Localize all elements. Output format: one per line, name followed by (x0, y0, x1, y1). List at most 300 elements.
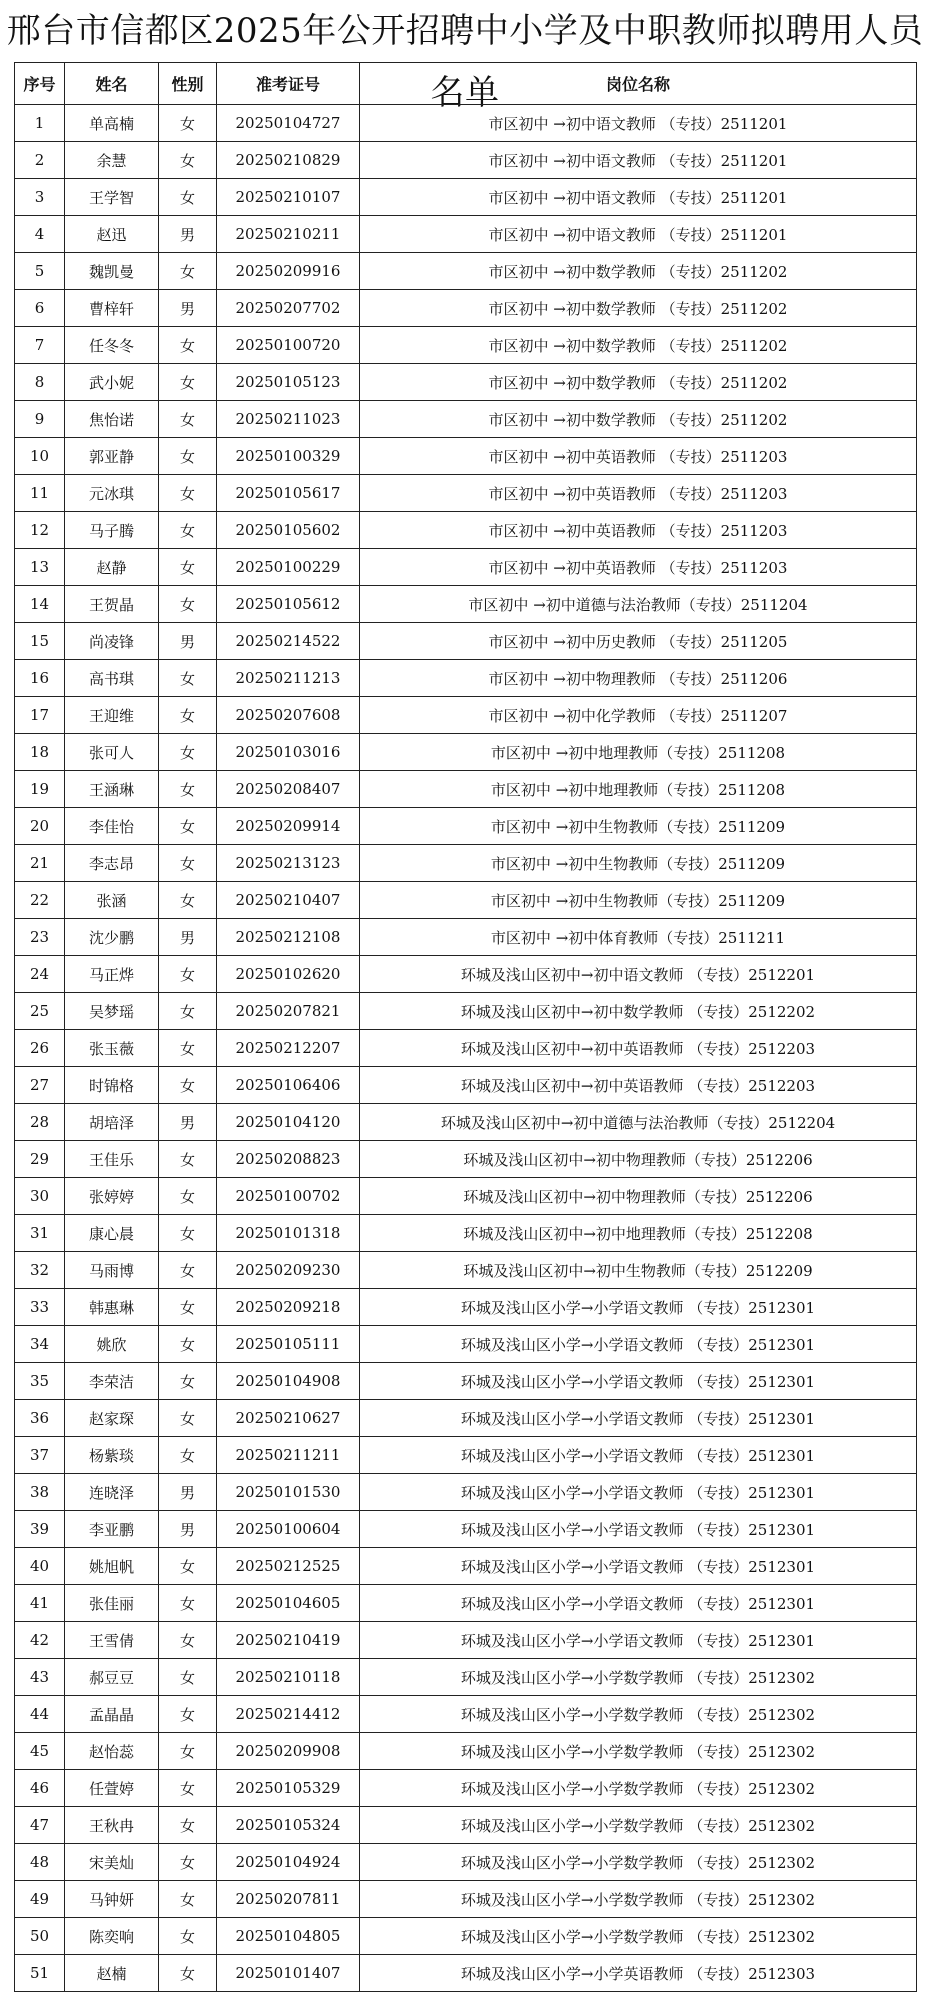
cell-position: 环城及浅山区小学→小学数学教师 （专技）2512302 (360, 1844, 917, 1881)
cell-gender: 男 (159, 290, 217, 327)
table-row (15, 179, 917, 216)
cell-position: 环城及浅山区初中→初中地理教师（专技）2512208 (360, 1215, 917, 1252)
table-row (15, 1659, 917, 1696)
table-row (15, 956, 917, 993)
cell-gender: 女 (159, 1067, 217, 1104)
cell-position: 市区初中 →初中生物教师（专技）2511209 (360, 882, 917, 919)
cell-position: 环城及浅山区初中→初中语文教师 （专技）2512201 (360, 956, 917, 993)
cell-name: 郭亚静 (65, 438, 159, 475)
cell-name: 赵静 (65, 549, 159, 586)
cell-exam-id: 20250105329 (217, 1770, 360, 1807)
cell-exam-id: 20250105123 (217, 364, 360, 401)
table-row (15, 1400, 917, 1437)
cell-name: 连晓泽 (65, 1474, 159, 1511)
cell-position: 市区初中 →初中语文教师 （专技）2511201 (360, 105, 917, 142)
table-row (15, 512, 917, 549)
table-row (15, 1178, 917, 1215)
cell-exam-id: 20250101318 (217, 1215, 360, 1252)
cell-exam-id: 20250106406 (217, 1067, 360, 1104)
cell-position: 市区初中 →初中历史教师 （专技）2511205 (360, 623, 917, 660)
cell-index: 34 (15, 1326, 65, 1363)
cell-exam-id: 20250210118 (217, 1659, 360, 1696)
cell-name: 宋美灿 (65, 1844, 159, 1881)
cell-gender: 女 (159, 1918, 217, 1955)
table-row (15, 1881, 917, 1918)
cell-gender: 女 (159, 1696, 217, 1733)
table-row (15, 697, 917, 734)
cell-exam-id: 20250213123 (217, 845, 360, 882)
cell-position: 市区初中 →初中英语教师 （专技）2511203 (360, 549, 917, 586)
table-row (15, 1807, 917, 1844)
cell-gender: 女 (159, 1030, 217, 1067)
cell-gender: 男 (159, 1104, 217, 1141)
cell-index: 1 (15, 105, 65, 142)
cell-exam-id: 20250104727 (217, 105, 360, 142)
cell-name: 王贺晶 (65, 586, 159, 623)
cell-gender: 女 (159, 1178, 217, 1215)
cell-name: 杨紫琰 (65, 1437, 159, 1474)
cell-index: 7 (15, 327, 65, 364)
cell-position: 环城及浅山区小学→小学语文教师 （专技）2512301 (360, 1511, 917, 1548)
table-row (15, 1215, 917, 1252)
cell-position: 市区初中 →初中英语教师 （专技）2511203 (360, 512, 917, 549)
header-exam-id: 准考证号 (217, 63, 360, 105)
cell-position: 环城及浅山区初中→初中英语教师 （专技）2512203 (360, 1030, 917, 1067)
cell-index: 6 (15, 290, 65, 327)
cell-name: 李志昂 (65, 845, 159, 882)
cell-index: 29 (15, 1141, 65, 1178)
cell-exam-id: 20250105612 (217, 586, 360, 623)
table-row (15, 1955, 917, 1992)
cell-index: 32 (15, 1252, 65, 1289)
cell-name: 沈少鹏 (65, 919, 159, 956)
cell-name: 王学智 (65, 179, 159, 216)
cell-gender: 女 (159, 1622, 217, 1659)
cell-index: 47 (15, 1807, 65, 1844)
cell-gender: 女 (159, 1844, 217, 1881)
cell-gender: 女 (159, 364, 217, 401)
cell-gender: 女 (159, 771, 217, 808)
cell-name: 李亚鹏 (65, 1511, 159, 1548)
table-body (15, 105, 917, 1992)
table-row (15, 1067, 917, 1104)
cell-gender: 男 (159, 216, 217, 253)
cell-exam-id: 20250105111 (217, 1326, 360, 1363)
table-row (15, 1548, 917, 1585)
cell-name: 郝豆豆 (65, 1659, 159, 1696)
cell-name: 赵迅 (65, 216, 159, 253)
table-row (15, 1104, 917, 1141)
cell-name: 张佳丽 (65, 1585, 159, 1622)
cell-exam-id: 20250100229 (217, 549, 360, 586)
cell-index: 44 (15, 1696, 65, 1733)
cell-exam-id: 20250100720 (217, 327, 360, 364)
cell-index: 8 (15, 364, 65, 401)
cell-gender: 女 (159, 1400, 217, 1437)
cell-index: 37 (15, 1437, 65, 1474)
cell-name: 曹梓轩 (65, 290, 159, 327)
cell-gender: 女 (159, 1215, 217, 1252)
cell-name: 王秋冉 (65, 1807, 159, 1844)
cell-index: 13 (15, 549, 65, 586)
cell-position: 市区初中 →初中语文教师 （专技）2511201 (360, 216, 917, 253)
cell-index: 11 (15, 475, 65, 512)
cell-index: 30 (15, 1178, 65, 1215)
cell-index: 28 (15, 1104, 65, 1141)
cell-exam-id: 20250207821 (217, 993, 360, 1030)
cell-name: 赵家琛 (65, 1400, 159, 1437)
cell-position: 市区初中 →初中地理教师（专技）2511208 (360, 734, 917, 771)
cell-index: 9 (15, 401, 65, 438)
cell-name: 张涵 (65, 882, 159, 919)
table-row (15, 105, 917, 142)
cell-exam-id: 20250210407 (217, 882, 360, 919)
table-row (15, 771, 917, 808)
table-row (15, 1030, 917, 1067)
cell-index: 27 (15, 1067, 65, 1104)
cell-name: 赵楠 (65, 1955, 159, 1992)
cell-position: 环城及浅山区小学→小学数学教师 （专技）2512302 (360, 1659, 917, 1696)
cell-index: 23 (15, 919, 65, 956)
cell-position: 环城及浅山区小学→小学数学教师 （专技）2512302 (360, 1881, 917, 1918)
document-title: 邢台市信都区2025年公开招聘中小学及中职教师拟聘用人员名单 (6, 11, 924, 113)
cell-name: 王迎维 (65, 697, 159, 734)
cell-index: 5 (15, 253, 65, 290)
table-row (15, 216, 917, 253)
cell-position: 环城及浅山区小学→小学数学教师 （专技）2512302 (360, 1807, 917, 1844)
cell-exam-id: 20250214412 (217, 1696, 360, 1733)
cell-position: 市区初中 →初中生物教师（专技）2511209 (360, 808, 917, 845)
cell-gender: 男 (159, 623, 217, 660)
cell-gender: 女 (159, 438, 217, 475)
cell-exam-id: 20250101407 (217, 1955, 360, 1992)
cell-gender: 女 (159, 1437, 217, 1474)
cell-index: 43 (15, 1659, 65, 1696)
cell-name: 陈奕响 (65, 1918, 159, 1955)
cell-gender: 女 (159, 882, 217, 919)
table-row (15, 401, 917, 438)
cell-index: 25 (15, 993, 65, 1030)
cell-exam-id: 20250209218 (217, 1289, 360, 1326)
cell-gender: 女 (159, 1733, 217, 1770)
cell-position: 环城及浅山区小学→小学英语教师 （专技）2512303 (360, 1955, 917, 1992)
cell-position: 市区初中 →初中语文教师 （专技）2511201 (360, 179, 917, 216)
table-row (15, 253, 917, 290)
cell-gender: 女 (159, 142, 217, 179)
table-row (15, 1622, 917, 1659)
cell-exam-id: 20250104908 (217, 1363, 360, 1400)
cell-name: 吴梦瑶 (65, 993, 159, 1030)
cell-exam-id: 20250212207 (217, 1030, 360, 1067)
cell-exam-id: 20250210829 (217, 142, 360, 179)
table-row (15, 919, 917, 956)
cell-position: 市区初中 →初中地理教师（专技）2511208 (360, 771, 917, 808)
cell-index: 49 (15, 1881, 65, 1918)
cell-position: 环城及浅山区小学→小学语文教师 （专技）2512301 (360, 1585, 917, 1622)
table-row (15, 549, 917, 586)
cell-exam-id: 20250102620 (217, 956, 360, 993)
cell-index: 36 (15, 1400, 65, 1437)
cell-name: 孟晶晶 (65, 1696, 159, 1733)
cell-position: 市区初中 →初中化学教师 （专技）2511207 (360, 697, 917, 734)
cell-position: 环城及浅山区小学→小学语文教师 （专技）2512301 (360, 1326, 917, 1363)
cell-exam-id: 20250212108 (217, 919, 360, 956)
cell-name: 马正烨 (65, 956, 159, 993)
table-row (15, 734, 917, 771)
table-row (15, 290, 917, 327)
cell-name: 任冬冬 (65, 327, 159, 364)
cell-exam-id: 20250100702 (217, 1178, 360, 1215)
table-row (15, 1141, 917, 1178)
cell-index: 18 (15, 734, 65, 771)
cell-index: 3 (15, 179, 65, 216)
cell-index: 46 (15, 1770, 65, 1807)
cell-name: 胡培泽 (65, 1104, 159, 1141)
cell-name: 赵怡蕊 (65, 1733, 159, 1770)
table-row (15, 1585, 917, 1622)
cell-exam-id: 20250101530 (217, 1474, 360, 1511)
cell-exam-id: 20250214522 (217, 623, 360, 660)
cell-index: 33 (15, 1289, 65, 1326)
cell-position: 市区初中 →初中数学教师 （专技）2511202 (360, 290, 917, 327)
cell-gender: 女 (159, 1881, 217, 1918)
table-row (15, 1289, 917, 1326)
cell-name: 王涵琳 (65, 771, 159, 808)
cell-exam-id: 20250210107 (217, 179, 360, 216)
cell-position: 市区初中 →初中数学教师 （专技）2511202 (360, 327, 917, 364)
cell-index: 12 (15, 512, 65, 549)
cell-index: 24 (15, 956, 65, 993)
cell-position: 市区初中 →初中英语教师 （专技）2511203 (360, 438, 917, 475)
header-gender: 性别 (159, 63, 217, 105)
cell-index: 16 (15, 660, 65, 697)
cell-position: 市区初中 →初中数学教师 （专技）2511202 (360, 401, 917, 438)
table-row (15, 438, 917, 475)
cell-gender: 男 (159, 919, 217, 956)
table-row (15, 845, 917, 882)
cell-name: 余慧 (65, 142, 159, 179)
cell-gender: 女 (159, 697, 217, 734)
cell-exam-id: 20250208823 (217, 1141, 360, 1178)
cell-exam-id: 20250100604 (217, 1511, 360, 1548)
cell-gender: 女 (159, 253, 217, 290)
cell-index: 26 (15, 1030, 65, 1067)
table-row (15, 1474, 917, 1511)
cell-index: 51 (15, 1955, 65, 1992)
cell-exam-id: 20250207811 (217, 1881, 360, 1918)
cell-exam-id: 20250212525 (217, 1548, 360, 1585)
header-index: 序号 (15, 63, 65, 105)
cell-index: 50 (15, 1918, 65, 1955)
table-row (15, 327, 917, 364)
table-row (15, 993, 917, 1030)
table-row (15, 808, 917, 845)
cell-gender: 女 (159, 1659, 217, 1696)
cell-position: 环城及浅山区小学→小学语文教师 （专技）2512301 (360, 1289, 917, 1326)
cell-position: 环城及浅山区初中→初中生物教师（专技）2512209 (360, 1252, 917, 1289)
table-header-row (15, 63, 917, 105)
table-row (15, 1252, 917, 1289)
cell-index: 20 (15, 808, 65, 845)
table-row (15, 1437, 917, 1474)
table-row (15, 1918, 917, 1955)
cell-exam-id: 20250104805 (217, 1918, 360, 1955)
cell-exam-id: 20250211213 (217, 660, 360, 697)
cell-position: 市区初中 →初中体育教师（专技）2511211 (360, 919, 917, 956)
cell-name: 韩惠琳 (65, 1289, 159, 1326)
cell-index: 22 (15, 882, 65, 919)
cell-position: 市区初中 →初中数学教师 （专技）2511202 (360, 364, 917, 401)
cell-index: 4 (15, 216, 65, 253)
cell-exam-id: 20250105602 (217, 512, 360, 549)
cell-name: 尚凌锋 (65, 623, 159, 660)
cell-gender: 女 (159, 549, 217, 586)
cell-name: 姚旭帆 (65, 1548, 159, 1585)
cell-position: 市区初中 →初中道德与法治教师（专技）2511204 (360, 586, 917, 623)
cell-exam-id: 20250208407 (217, 771, 360, 808)
table-row (15, 1844, 917, 1881)
header-position: 岗位名称 (360, 63, 917, 105)
cell-position: 环城及浅山区初中→初中物理教师（专技）2512206 (360, 1178, 917, 1215)
cell-position: 环城及浅山区小学→小学语文教师 （专技）2512301 (360, 1548, 917, 1585)
cell-index: 15 (15, 623, 65, 660)
table-row (15, 586, 917, 623)
cell-name: 焦怡诺 (65, 401, 159, 438)
cell-name: 元冰琪 (65, 475, 159, 512)
cell-index: 38 (15, 1474, 65, 1511)
table-row (15, 475, 917, 512)
cell-position: 市区初中 →初中语文教师 （专技）2511201 (360, 142, 917, 179)
hiring-list-table (14, 62, 917, 1992)
cell-index: 21 (15, 845, 65, 882)
cell-index: 2 (15, 142, 65, 179)
cell-gender: 女 (159, 1955, 217, 1992)
cell-index: 10 (15, 438, 65, 475)
cell-name: 李荣洁 (65, 1363, 159, 1400)
cell-index: 45 (15, 1733, 65, 1770)
cell-name: 马钟妍 (65, 1881, 159, 1918)
cell-exam-id: 20250103016 (217, 734, 360, 771)
cell-name: 李佳怡 (65, 808, 159, 845)
cell-gender: 女 (159, 179, 217, 216)
cell-position: 环城及浅山区初中→初中道德与法治教师（专技）2512204 (360, 1104, 917, 1141)
cell-gender: 女 (159, 586, 217, 623)
table-row (15, 660, 917, 697)
cell-exam-id: 20250207608 (217, 697, 360, 734)
cell-position: 市区初中 →初中物理教师 （专技）2511206 (360, 660, 917, 697)
table-row (15, 882, 917, 919)
cell-position: 环城及浅山区小学→小学数学教师 （专技）2512302 (360, 1733, 917, 1770)
cell-exam-id: 20250105617 (217, 475, 360, 512)
cell-gender: 女 (159, 993, 217, 1030)
cell-position: 环城及浅山区小学→小学语文教师 （专技）2512301 (360, 1474, 917, 1511)
cell-position: 市区初中 →初中生物教师（专技）2511209 (360, 845, 917, 882)
cell-gender: 女 (159, 1252, 217, 1289)
cell-name: 张婷婷 (65, 1178, 159, 1215)
cell-gender: 女 (159, 1585, 217, 1622)
cell-exam-id: 20250209914 (217, 808, 360, 845)
cell-name: 张玉薇 (65, 1030, 159, 1067)
cell-index: 42 (15, 1622, 65, 1659)
cell-index: 17 (15, 697, 65, 734)
cell-name: 单高楠 (65, 105, 159, 142)
cell-gender: 男 (159, 1511, 217, 1548)
cell-name: 王佳乐 (65, 1141, 159, 1178)
cell-gender: 女 (159, 1289, 217, 1326)
table-row (15, 1696, 917, 1733)
cell-index: 48 (15, 1844, 65, 1881)
cell-gender: 女 (159, 660, 217, 697)
cell-exam-id: 20250100329 (217, 438, 360, 475)
cell-name: 魏凯曼 (65, 253, 159, 290)
cell-position: 环城及浅山区初中→初中英语教师 （专技）2512203 (360, 1067, 917, 1104)
cell-exam-id: 20250209908 (217, 1733, 360, 1770)
cell-gender: 男 (159, 1474, 217, 1511)
table-row (15, 1770, 917, 1807)
cell-gender: 女 (159, 1770, 217, 1807)
cell-exam-id: 20250104605 (217, 1585, 360, 1622)
cell-position: 环城及浅山区初中→初中物理教师（专技）2512206 (360, 1141, 917, 1178)
table-row (15, 142, 917, 179)
table-row (15, 364, 917, 401)
cell-name: 时锦格 (65, 1067, 159, 1104)
cell-index: 19 (15, 771, 65, 808)
cell-position: 环城及浅山区小学→小学数学教师 （专技）2512302 (360, 1918, 917, 1955)
cell-exam-id: 20250104120 (217, 1104, 360, 1141)
cell-position: 环城及浅山区小学→小学语文教师 （专技）2512301 (360, 1437, 917, 1474)
cell-gender: 女 (159, 327, 217, 364)
cell-index: 41 (15, 1585, 65, 1622)
cell-gender: 女 (159, 475, 217, 512)
cell-exam-id: 20250104924 (217, 1844, 360, 1881)
cell-index: 39 (15, 1511, 65, 1548)
cell-position: 市区初中 →初中数学教师 （专技）2511202 (360, 253, 917, 290)
cell-exam-id: 20250207702 (217, 290, 360, 327)
cell-gender: 女 (159, 808, 217, 845)
cell-exam-id: 20250211023 (217, 401, 360, 438)
cell-index: 40 (15, 1548, 65, 1585)
cell-position: 环城及浅山区小学→小学数学教师 （专技）2512302 (360, 1696, 917, 1733)
table-row (15, 1363, 917, 1400)
cell-name: 王雪倩 (65, 1622, 159, 1659)
table-row (15, 1733, 917, 1770)
table-row (15, 623, 917, 660)
cell-gender: 女 (159, 1548, 217, 1585)
cell-index: 35 (15, 1363, 65, 1400)
cell-gender: 女 (159, 734, 217, 771)
cell-name: 康心晨 (65, 1215, 159, 1252)
cell-gender: 女 (159, 512, 217, 549)
cell-position: 环城及浅山区小学→小学语文教师 （专技）2512301 (360, 1622, 917, 1659)
cell-exam-id: 20250105324 (217, 1807, 360, 1844)
cell-gender: 女 (159, 401, 217, 438)
table-row (15, 1511, 917, 1548)
cell-exam-id: 20250211211 (217, 1437, 360, 1474)
cell-position: 环城及浅山区小学→小学数学教师 （专技）2512302 (360, 1770, 917, 1807)
cell-gender: 女 (159, 956, 217, 993)
cell-gender: 女 (159, 1141, 217, 1178)
cell-exam-id: 20250210419 (217, 1622, 360, 1659)
cell-gender: 女 (159, 1363, 217, 1400)
cell-position: 环城及浅山区小学→小学语文教师 （专技）2512301 (360, 1363, 917, 1400)
cell-position: 环城及浅山区小学→小学语文教师 （专技）2512301 (360, 1400, 917, 1437)
cell-gender: 女 (159, 105, 217, 142)
cell-exam-id: 20250210211 (217, 216, 360, 253)
cell-name: 姚欣 (65, 1326, 159, 1363)
cell-index: 14 (15, 586, 65, 623)
cell-position: 市区初中 →初中英语教师 （专技）2511203 (360, 475, 917, 512)
cell-exam-id: 20250209916 (217, 253, 360, 290)
